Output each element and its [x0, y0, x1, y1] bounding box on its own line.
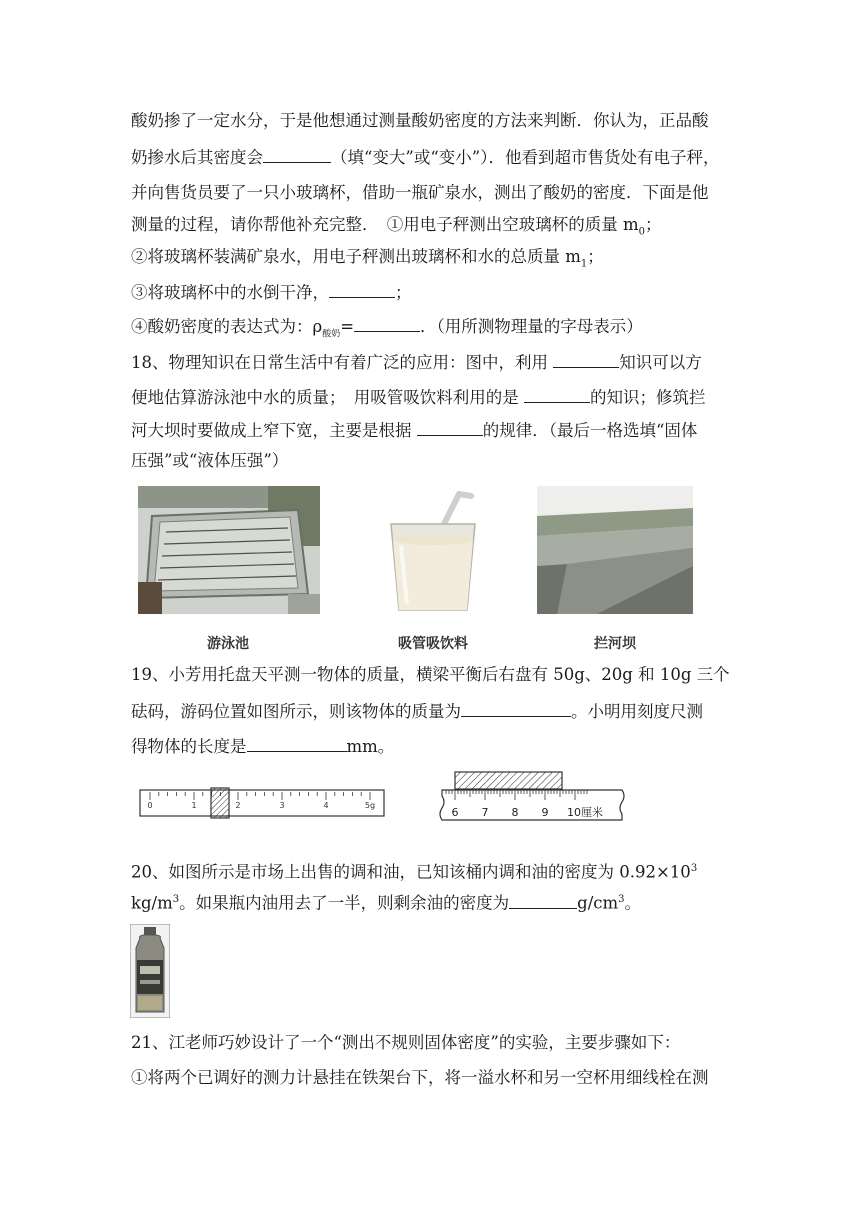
oil-bottle-image — [130, 924, 170, 1018]
q20-text: 。 — [624, 893, 642, 913]
q20-text: g/cm — [577, 893, 619, 913]
ruler-tick-label: 10厘米 — [567, 806, 603, 819]
answer-blank[interactable] — [354, 315, 420, 332]
answer-blank[interactable] — [329, 281, 395, 298]
balance-beam-scale — [138, 786, 388, 820]
q18-text: 18、物理知识在日常生活中有着广泛的应用：图中，利用 — [131, 353, 548, 372]
drink-with-straw-image — [383, 486, 483, 614]
q17-line-4 — [131, 214, 662, 243]
q17-text: 奶掺水后其密度会 — [131, 148, 263, 167]
q18-text: 知识可以方 — [619, 353, 702, 372]
q20-text: 20、如图所示是市场上出售的调和油，已知该桶内调和油的密度为 0.92×10 — [131, 862, 691, 882]
q20-line-2 — [131, 889, 641, 915]
measured-object — [455, 772, 562, 789]
answer-blank[interactable] — [417, 419, 483, 436]
q20-text: kg/m — [131, 893, 173, 913]
q17-line-1: 酸奶掺了一定水分，于是他想通过测量酸奶密度的方法来判断．你认为，正品酸 — [131, 111, 709, 130]
answer-blank[interactable] — [461, 700, 571, 717]
q17-text: ④酸奶密度的表达式为：ρ — [131, 317, 323, 336]
q21-line-1: 21、江老师巧妙设计了一个“测出不规则固体密度”的实验，主要步骤如下： — [131, 1033, 681, 1052]
ruler-tick-label: 7 — [481, 806, 489, 819]
rider-weight — [211, 788, 229, 818]
q19-text: 得物体的长度是 — [131, 737, 247, 756]
answer-blank[interactable] — [509, 892, 577, 909]
q17-text: 测量的过程，请你帮他补充完整． ①用电子秤测出空玻璃杯的质量 m — [131, 215, 639, 234]
subscript: 酸奶 — [322, 329, 341, 340]
q18-text: 河大坝时要做成上窄下宽，主要是根据 — [131, 421, 412, 440]
dam-image — [537, 486, 693, 614]
ruler-tick-label: 6 — [451, 806, 459, 819]
q19-line-2 — [131, 700, 703, 723]
caption-swimming-pool: 游泳池 — [207, 636, 249, 652]
q18-line-1 — [131, 351, 702, 374]
q17-line-7 — [131, 315, 643, 345]
caption-drink-straw: 吸管吸饮料 — [398, 636, 468, 652]
ruler-figure — [434, 770, 630, 826]
q19-line-1: 19、小芳用托盘天平测一物体的质量，横梁平衡后右盘有 50g、20g 和 10g 三个 — [131, 665, 730, 684]
scale-tick-label: 1 — [191, 801, 197, 810]
subscript: 0 — [638, 226, 646, 238]
caption-dam: 拦河坝 — [594, 636, 636, 652]
answer-blank[interactable] — [553, 351, 619, 368]
scale-tick-label: 5g — [364, 801, 376, 810]
q20-line-1 — [131, 858, 697, 884]
q19-text: 。小明用刻度尺测 — [571, 702, 703, 721]
ruler-tick-label: 8 — [511, 806, 519, 819]
scale-tick-label: 4 — [323, 801, 329, 810]
q17-text: ； — [645, 215, 662, 234]
q17-line-2 — [131, 146, 720, 169]
q19-line-3 — [131, 735, 394, 758]
q19-text: mm。 — [346, 737, 395, 756]
answer-blank[interactable] — [247, 735, 347, 752]
q18-line-3 — [131, 419, 697, 442]
q17-text: ③将玻璃杯中的水倒干净， — [131, 283, 329, 302]
q18-line-4: 压强”或“液体压强”） — [131, 451, 289, 470]
superscript: 3 — [618, 894, 625, 905]
q21-line-2: ①将两个已调好的测力计悬挂在铁架台下，将一溢水杯和另一空杯用细线栓在测 — [131, 1068, 709, 1087]
answer-blank[interactable] — [524, 386, 590, 403]
q20-text: 。如果瓶内油用去了一半，则剩余油的密度为 — [179, 893, 510, 913]
superscript: 3 — [690, 863, 698, 874]
superscript: 3 — [172, 894, 180, 905]
scale-tick-label: 3 — [279, 801, 285, 810]
answer-blank[interactable] — [263, 146, 331, 163]
q18-text: 的知识；修筑拦 — [590, 388, 706, 407]
swimming-pool-image — [138, 486, 320, 614]
q17-text: ； — [395, 283, 412, 302]
q17-text: （填“变大”或“变小”）．他看到超市售货处有电子秤， — [331, 148, 720, 167]
q18-text: 的规律．（最后一格选填“固体 — [482, 421, 698, 440]
q17-line-5 — [131, 246, 604, 275]
scale-tick-label: 0 — [147, 801, 153, 810]
scale-tick-label: 2 — [235, 801, 241, 810]
q17-text: ②将玻璃杯装满矿泉水，用电子秤测出玻璃杯和水的总质量 m — [131, 247, 581, 266]
ruler-tick-label: 9 — [541, 806, 549, 819]
q18-line-2 — [131, 386, 706, 409]
q17-text: = — [340, 317, 355, 336]
q17-line-6 — [131, 281, 412, 304]
q17-text: ； — [587, 247, 604, 266]
q17-line-3: 并向售货员要了一只小玻璃杯，借助一瓶矿泉水，测出了酸奶的密度．下面是他 — [131, 183, 709, 202]
q19-text: 砝码，游码位置如图所示，则该物体的质量为 — [131, 702, 461, 721]
q17-text: ．（用所测物理量的字母表示） — [420, 317, 643, 336]
q18-text: 便地估算游泳池中水的质量； 用吸管吸饮料利用的是 — [131, 388, 519, 407]
subscript: 1 — [580, 258, 588, 270]
